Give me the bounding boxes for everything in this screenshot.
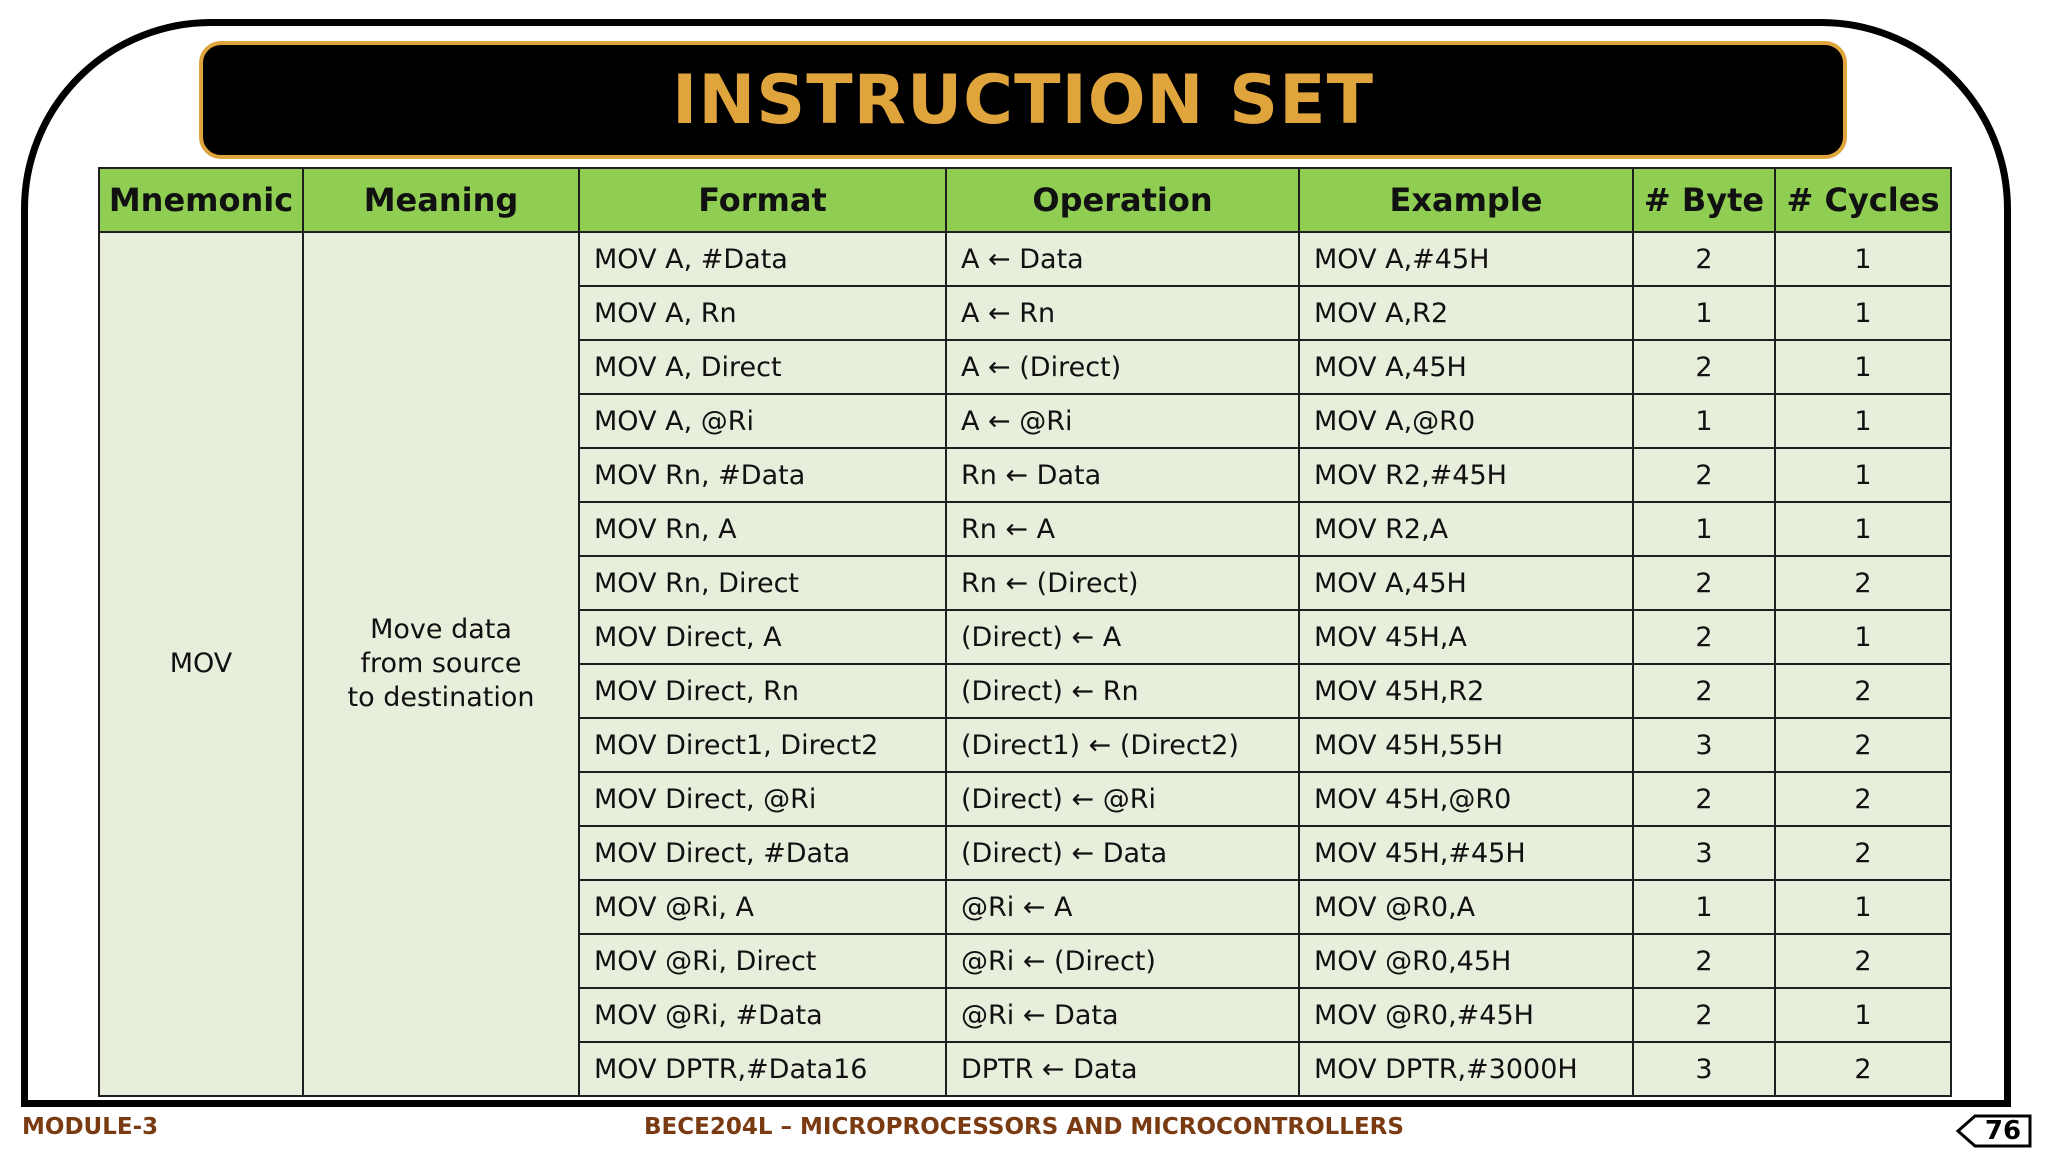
cycles-cell: 2	[1775, 934, 1951, 988]
operation-cell: A ← (Direct)	[946, 340, 1299, 394]
table-header-row	[99, 168, 1951, 232]
cycles-cell: 1	[1775, 988, 1951, 1042]
bytes-cell: 3	[1633, 718, 1775, 772]
header-mnemonic: Mnemonic	[99, 168, 303, 232]
operation-cell: (Direct) ← @Ri	[946, 772, 1299, 826]
bytes-cell: 1	[1633, 502, 1775, 556]
example-cell: MOV R2,A	[1299, 502, 1633, 556]
bytes-cell: 2	[1633, 772, 1775, 826]
cycles-cell: 1	[1775, 448, 1951, 502]
example-cell: MOV A,@R0	[1299, 394, 1633, 448]
operation-cell: (Direct1) ← (Direct2)	[946, 718, 1299, 772]
instruction-table	[98, 167, 1952, 1097]
cycles-cell: 2	[1775, 556, 1951, 610]
operation-cell: A ← Rn	[946, 286, 1299, 340]
cycles-cell: 2	[1775, 772, 1951, 826]
operation-cell: @Ri ← A	[946, 880, 1299, 934]
format-cell: MOV Rn, A	[579, 502, 946, 556]
operation-cell: (Direct) ← A	[946, 610, 1299, 664]
example-cell: MOV 45H,#45H	[1299, 826, 1633, 880]
bytes-cell: 2	[1633, 610, 1775, 664]
bytes-cell: 2	[1633, 448, 1775, 502]
meaning-text: Move data from source to destination	[347, 614, 535, 713]
bytes-cell: 1	[1633, 286, 1775, 340]
bytes-cell: 1	[1633, 394, 1775, 448]
operation-cell: A ← Data	[946, 232, 1299, 286]
example-cell: MOV R2,#45H	[1299, 448, 1633, 502]
format-cell: MOV @Ri, A	[579, 880, 946, 934]
footer-module: MODULE-3	[22, 1114, 159, 1140]
format-cell: MOV Rn, Direct	[579, 556, 946, 610]
cycles-cell: 1	[1775, 502, 1951, 556]
header-bytes: # Byte	[1633, 168, 1775, 232]
cycles-cell: 1	[1775, 610, 1951, 664]
format-cell: MOV A, Rn	[579, 286, 946, 340]
format-cell: MOV Rn, #Data	[579, 448, 946, 502]
operation-cell: Rn ← Data	[946, 448, 1299, 502]
title-banner	[199, 41, 1847, 159]
cycles-cell: 2	[1775, 1042, 1951, 1096]
format-cell: MOV Direct, @Ri	[579, 772, 946, 826]
page-number: 76	[1984, 1116, 2022, 1146]
format-cell: MOV A, Direct	[579, 340, 946, 394]
cycles-cell: 1	[1775, 232, 1951, 286]
bytes-cell: 2	[1633, 664, 1775, 718]
table-row	[99, 232, 1951, 286]
format-cell: MOV Direct, Rn	[579, 664, 946, 718]
bytes-cell: 2	[1633, 934, 1775, 988]
operation-cell: Rn ← (Direct)	[946, 556, 1299, 610]
example-cell: MOV 45H,A	[1299, 610, 1633, 664]
cycles-cell: 1	[1775, 340, 1951, 394]
header-cycles: # Cycles	[1775, 168, 1951, 232]
cycles-cell: 2	[1775, 718, 1951, 772]
slide-title: INSTRUCTION SET	[672, 60, 1374, 140]
cycles-cell: 2	[1775, 664, 1951, 718]
example-cell: MOV A,R2	[1299, 286, 1633, 340]
cycles-cell: 1	[1775, 880, 1951, 934]
bytes-cell: 3	[1633, 826, 1775, 880]
header-example: Example	[1299, 168, 1633, 232]
format-cell: MOV A, @Ri	[579, 394, 946, 448]
format-cell: MOV Direct, A	[579, 610, 946, 664]
bytes-cell: 3	[1633, 1042, 1775, 1096]
bytes-cell: 2	[1633, 556, 1775, 610]
example-cell: MOV @R0,#45H	[1299, 988, 1633, 1042]
format-cell: MOV Direct1, Direct2	[579, 718, 946, 772]
operation-cell: @Ri ← (Direct)	[946, 934, 1299, 988]
operation-cell: Rn ← A	[946, 502, 1299, 556]
bytes-cell: 1	[1633, 880, 1775, 934]
header-meaning: Meaning	[303, 168, 579, 232]
operation-cell: A ← @Ri	[946, 394, 1299, 448]
bytes-cell: 2	[1633, 988, 1775, 1042]
page-number-tag	[1955, 1114, 2033, 1148]
operation-cell: DPTR ← Data	[946, 1042, 1299, 1096]
meaning-cell	[303, 232, 579, 1096]
format-cell: MOV @Ri, Direct	[579, 934, 946, 988]
example-cell: MOV DPTR,#3000H	[1299, 1042, 1633, 1096]
operation-cell: (Direct) ← Data	[946, 826, 1299, 880]
example-cell: MOV 45H,55H	[1299, 718, 1633, 772]
format-cell: MOV @Ri, #Data	[579, 988, 946, 1042]
header-operation: Operation	[946, 168, 1299, 232]
header-format: Format	[579, 168, 946, 232]
example-cell: MOV @R0,A	[1299, 880, 1633, 934]
format-cell: MOV Direct, #Data	[579, 826, 946, 880]
example-cell: MOV 45H,@R0	[1299, 772, 1633, 826]
footer-course: BECE204L – MICROPROCESSORS AND MICROCONTROLLERS	[644, 1114, 1404, 1140]
mnemonic-cell: MOV	[99, 232, 303, 1096]
cycles-cell: 1	[1775, 394, 1951, 448]
bytes-cell: 2	[1633, 340, 1775, 394]
format-cell: MOV A, #Data	[579, 232, 946, 286]
example-cell: MOV A,#45H	[1299, 232, 1633, 286]
bytes-cell: 2	[1633, 232, 1775, 286]
example-cell: MOV 45H,R2	[1299, 664, 1633, 718]
cycles-cell: 2	[1775, 826, 1951, 880]
format-cell: MOV DPTR,#Data16	[579, 1042, 946, 1096]
cycles-cell: 1	[1775, 286, 1951, 340]
operation-cell: (Direct) ← Rn	[946, 664, 1299, 718]
example-cell: MOV @R0,45H	[1299, 934, 1633, 988]
example-cell: MOV A,45H	[1299, 340, 1633, 394]
example-cell: MOV A,45H	[1299, 556, 1633, 610]
operation-cell: @Ri ← Data	[946, 988, 1299, 1042]
